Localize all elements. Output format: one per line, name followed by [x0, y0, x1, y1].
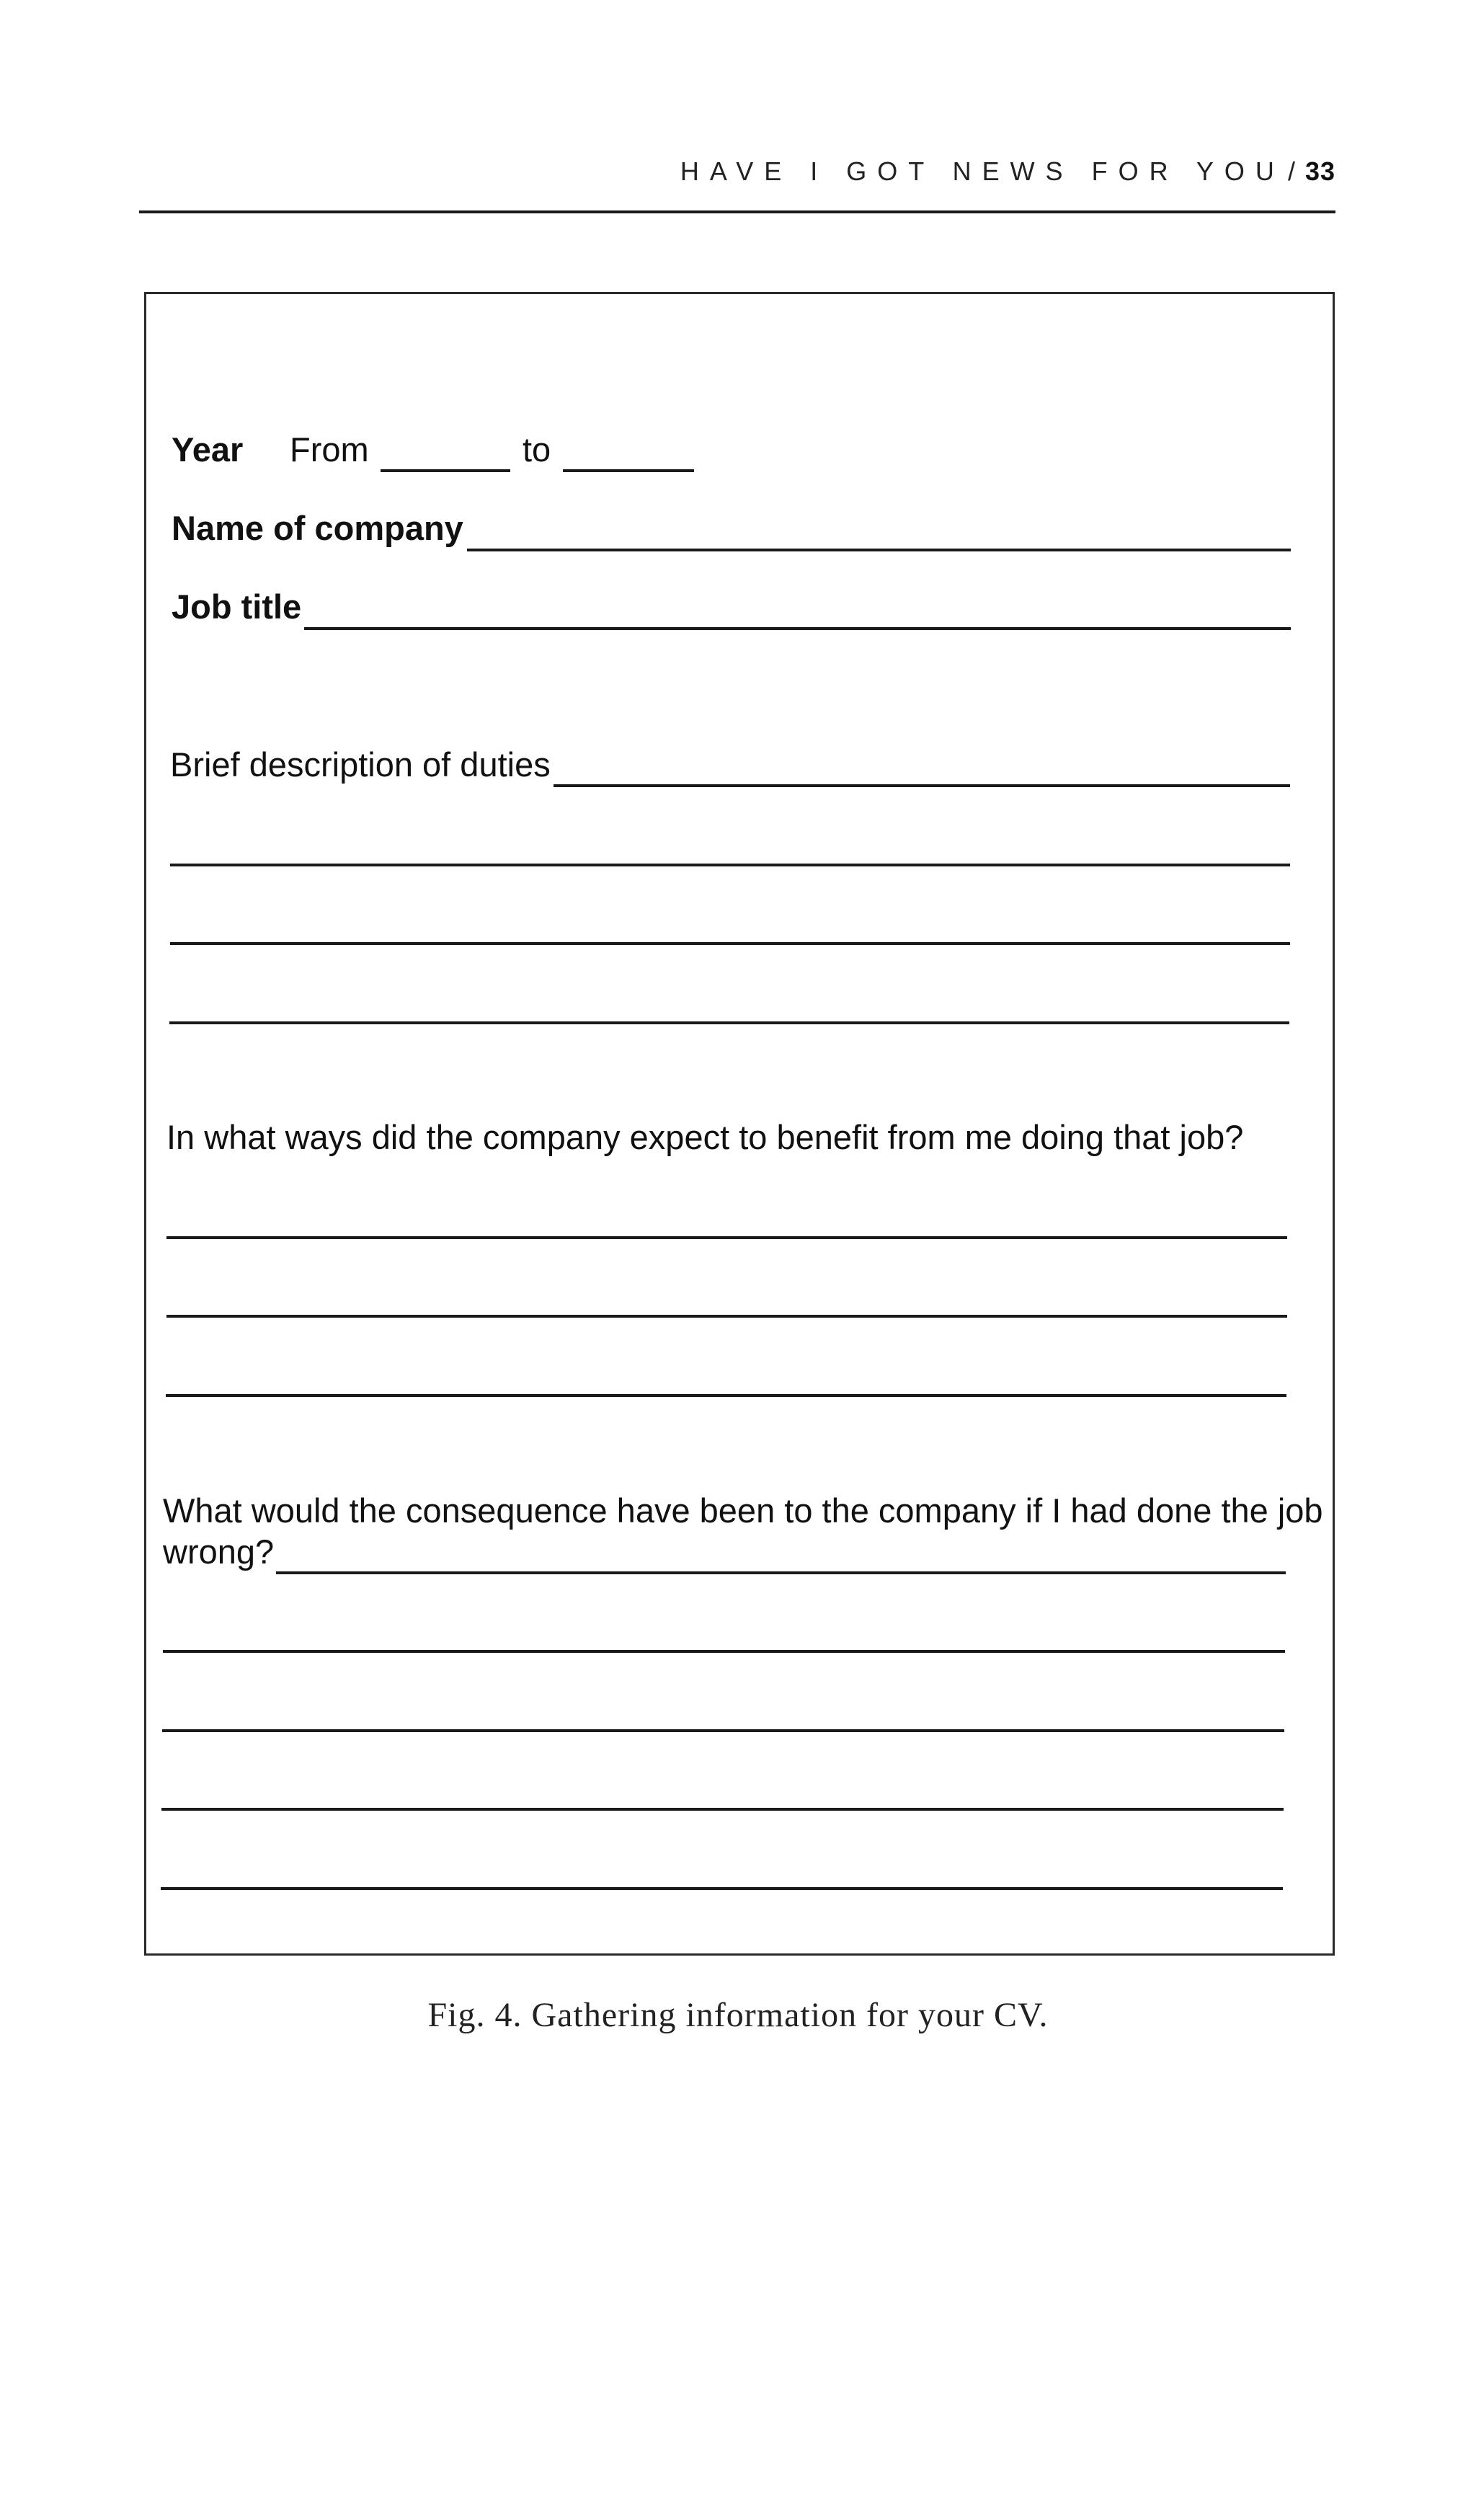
running-head-separator: /: [1287, 156, 1295, 186]
consequence-blank-line-1[interactable]: [276, 1571, 1286, 1574]
year-from-blank[interactable]: [381, 469, 510, 472]
job-title-blank[interactable]: [304, 627, 1291, 630]
duties-blank-line-4[interactable]: [169, 1021, 1289, 1024]
company-name-label: Name of company: [172, 509, 463, 547]
benefit-blank-line-3[interactable]: [166, 1394, 1286, 1397]
to-label: to: [523, 430, 551, 469]
running-head-title: HAVE I GOT NEWS FOR YOU: [680, 156, 1285, 186]
duties-blank-line-1[interactable]: [554, 784, 1290, 787]
benefit-blank-line-2[interactable]: [166, 1315, 1287, 1318]
cv-form-box: [144, 292, 1335, 1956]
duties-blank-line-2[interactable]: [170, 864, 1290, 866]
consequence-blank-line-2[interactable]: [163, 1650, 1285, 1653]
consequence-blank-line-4[interactable]: [161, 1808, 1284, 1811]
duties-blank-line-3[interactable]: [170, 942, 1290, 945]
consequence-question-line-2: wrong?: [163, 1532, 275, 1571]
duties-label: Brief description of duties: [170, 745, 551, 784]
job-title-label: Job title: [172, 587, 302, 626]
page-header: [139, 153, 1335, 213]
consequence-blank-line-3[interactable]: [162, 1729, 1284, 1732]
year-label: Year: [172, 430, 244, 469]
figure-caption: Fig. 4. Gathering information for your CV.: [427, 1996, 1049, 2034]
from-label: From: [290, 430, 369, 469]
running-head: [680, 153, 1335, 190]
consequence-question-line-1: What would the consequence have been to the company if I had done the job: [163, 1491, 1323, 1530]
year-to-blank[interactable]: [563, 469, 694, 472]
company-name-blank[interactable]: [467, 549, 1291, 551]
page-number: 33: [1304, 156, 1335, 186]
consequence-blank-line-5[interactable]: [161, 1887, 1283, 1890]
benefit-question: In what ways did the company expect to benefit from me doing that job?: [166, 1118, 1244, 1156]
benefit-blank-line-1[interactable]: [166, 1236, 1287, 1239]
